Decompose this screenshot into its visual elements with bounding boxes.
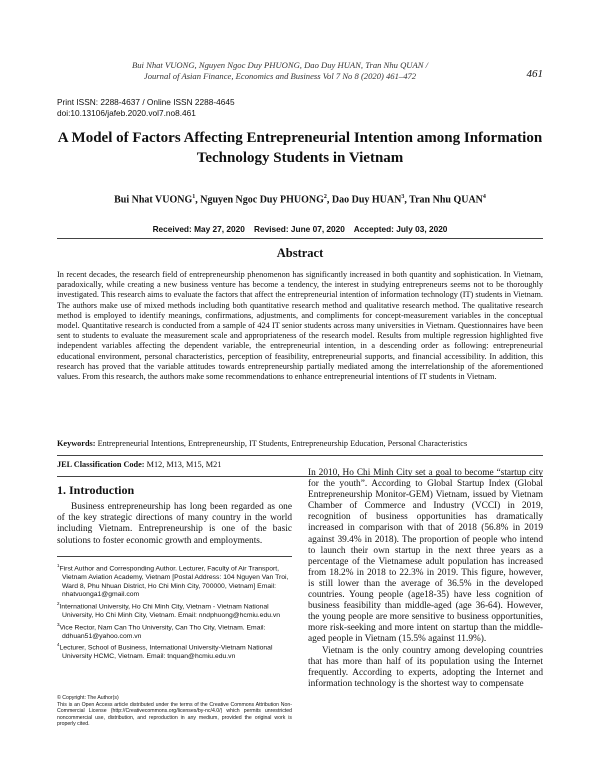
author-name: Dao Duy HUAN (331, 194, 402, 206)
footnote-item (57, 641, 292, 662)
copyright-line: © Copyright: The Author(s) (57, 695, 119, 701)
abstract-text: In recent decades, the research field of entrepreneurship phenomenon has significantly increased in both quantity and sophistication. In Vietnam, paradoxically, while creating a new business venture has become a tendency, the interest in studying entrepreneurs seems not to be thoroughly investigated. This research aims to evaluate the factors that affect the entrepreneurial intention of information technology (IT) students in Vietnam. The authors make use of mixed methods including both quantitative research method and qualitative research method. The qualitative research method is employed to identify meanings, confirmations, adjustments, and compliments for concept-measurement variables in the conceptual model. Quantitative research is conducted from a sample of 424 IT senior students across many universities in Vietnam. Questionnaires have been sent to students to evaluate the measurement scale and appropriateness of the research model. Results from multiple regression highlighted five independent variables affecting the dependent variable, the entrepreneurial intention, in a descending order as following: entrepreneurial educational environment, personal characteristics, perception of feasibility, entrepreneurial supports, and financial accessibility. In addition, this research has proved that the variable attitudes towards entrepreneurship partially mediated among the interrelationship of the aforementioned values. From this research, the authors make some recommendations to enhance entrepreneurial intentions of IT students in Vietnam. (57, 270, 543, 382)
footnote-text: First Author and Corresponding Author. Lecturer, Faculty of Air Transport, Vietnam Aviation Academy, Vietnam [Postal Address: 104 Nguyen Van Troi, Ward 8, Phu Nhuan District, Ho Chi Minh City, 700000, Vietnam] Email: nhatvuonga1@gmail.com (59, 565, 289, 599)
footnote-mark: 2 (57, 601, 60, 607)
author-mark: 4 (482, 194, 486, 200)
author-name: Tran Nhu QUAN (409, 194, 483, 206)
intro-paragraph: In 2010, Ho Chi Minh City set a goal to become “startup city for the youth”. According to Global Startup Index (Global Entrepreneurship Monitor-GEM) Vietnam, issued by Vietnam Chamber of Commerce and Industry (VCCI) in 2019, recognition of business opportunities has dramatically increased in comparison with that of 2018 (56.8% in 2019 against 39.4% in 2018). The proportion of people who intend to launch their own startup in the next three years as a percentage of the Vietnamese adult population has increased from 18.2% in 2018 to 22.3% in 2019. This figure, however, is still lower than the average of 36.5% in the developed countries. Young people (age18-35) have less cognition of business feasibility than middle-aged (age 36-64). However, the young people are more sensitive to business opportunities, more risk-seeking and more intent on startup than the middle-aged people in Vietnam (15.5% against 11.9%). (308, 468, 543, 645)
submission-dates: Received: May 27, 2020 Revised: June 07, 2020 Accepted: July 03, 2020 (152, 224, 448, 234)
footnotes (57, 562, 292, 662)
doi-line: doi:10.13106/jafeb.2020.vol7.no8.461 (57, 108, 196, 118)
running-header (0, 60, 560, 82)
paper-title-line1: A Model of Factors Affecting Entrepreneurial Intention among Information (57, 130, 543, 146)
author-mark: 3 (401, 194, 405, 200)
intro-right-column (308, 468, 543, 690)
keywords-rule (57, 455, 543, 456)
paper-title-line2: Technology Students in Vietnam (196, 150, 404, 166)
footnote-rule (57, 556, 292, 557)
page-number: 461 (526, 68, 543, 80)
author-separator: , (195, 194, 201, 206)
paper-title (40, 128, 560, 168)
footnote-text: Lecturer, School of Business, International University-Vietnam National University HCMC, Vietnam. Email: tnquan@hcmiu.edu.vn (59, 644, 273, 661)
footnote-mark: 1 (57, 563, 60, 568)
keywords-label: Keywords: (57, 439, 96, 448)
footnote-item (57, 600, 292, 621)
footnote-text: International University, Ho Chi Minh City, Vietnam - Vietnam National University, Ho Chi Minh City, Vietnam. Email: nndphuong@hcmiu.edu.vn (59, 603, 281, 620)
author-name: Bui Nhat VUONG (114, 194, 193, 206)
section-heading-introduction: 1. Introduction (57, 483, 135, 497)
footnote-mark: 3 (57, 621, 60, 627)
keywords-text: Entrepreneurial Intentions, Entrepreneurship, IT Students, Entrepreneurship Education, Personal Characteristics (95, 439, 468, 448)
running-header-authors: Bui Nhat VUONG, Nguyen Ngoc Duy PHUONG, Dao Duy HUAN, Tran Nhu QUAN / (132, 60, 428, 70)
footnote-mark: 4 (57, 642, 60, 648)
jel-text: M12, M13, M15, M21 (144, 460, 222, 469)
author-list (40, 194, 560, 205)
license-notice (57, 695, 292, 728)
intro-paragraph: Business entrepreneurship has long been regarded as one of the key strategic directions of many country in the world including Vietnam. Entrepreneurship is one of the basic solutions to foster economic growth and employments. (57, 502, 292, 546)
author-mark: 2 (323, 194, 327, 200)
author-separator: , (404, 194, 410, 206)
license-text: This is an Open Access article distributed under the terms of the Creative Commons Attribution Non-Commercial License (http://Creativecommons.org/licenses/by-nc/4.0/) which permits unrestricted noncommercial use, distribution, and reproduction in any medium, provided the original work is properly cited. (57, 701, 292, 728)
footnote-item (57, 621, 292, 642)
intro-paragraph: Vietnam is the only country among developing countries that has more than half of its population using the Internet frequently. According to experts, adopting the Internet and information technology is the shortest way to compensate (308, 645, 543, 689)
keywords-line (57, 439, 543, 448)
author-name: Nguyen Ngoc Duy PHUONG (200, 194, 324, 206)
footnote-item (57, 562, 292, 600)
intro-left-column (57, 502, 292, 547)
jel-label: JEL Classification Code: (57, 460, 145, 469)
author-mark: 1 (192, 194, 196, 200)
running-header-journal: Journal of Asian Finance, Economics and Business Vol 7 No 8 (2020) 461–472 (143, 71, 417, 81)
author-separator: , (326, 194, 332, 206)
abstract-top-rule (57, 238, 543, 239)
footnote-text: Vice Rector, Nam Can Tho University, Can Tho City, Vietnam. Email: ddhuan51@yahoo.com.vn (59, 624, 266, 640)
issn-line: Print ISSN: 2288-4637 / Online ISSN 2288-4645 (57, 97, 235, 107)
issn-block (57, 97, 235, 119)
abstract-heading: Abstract (276, 246, 324, 260)
